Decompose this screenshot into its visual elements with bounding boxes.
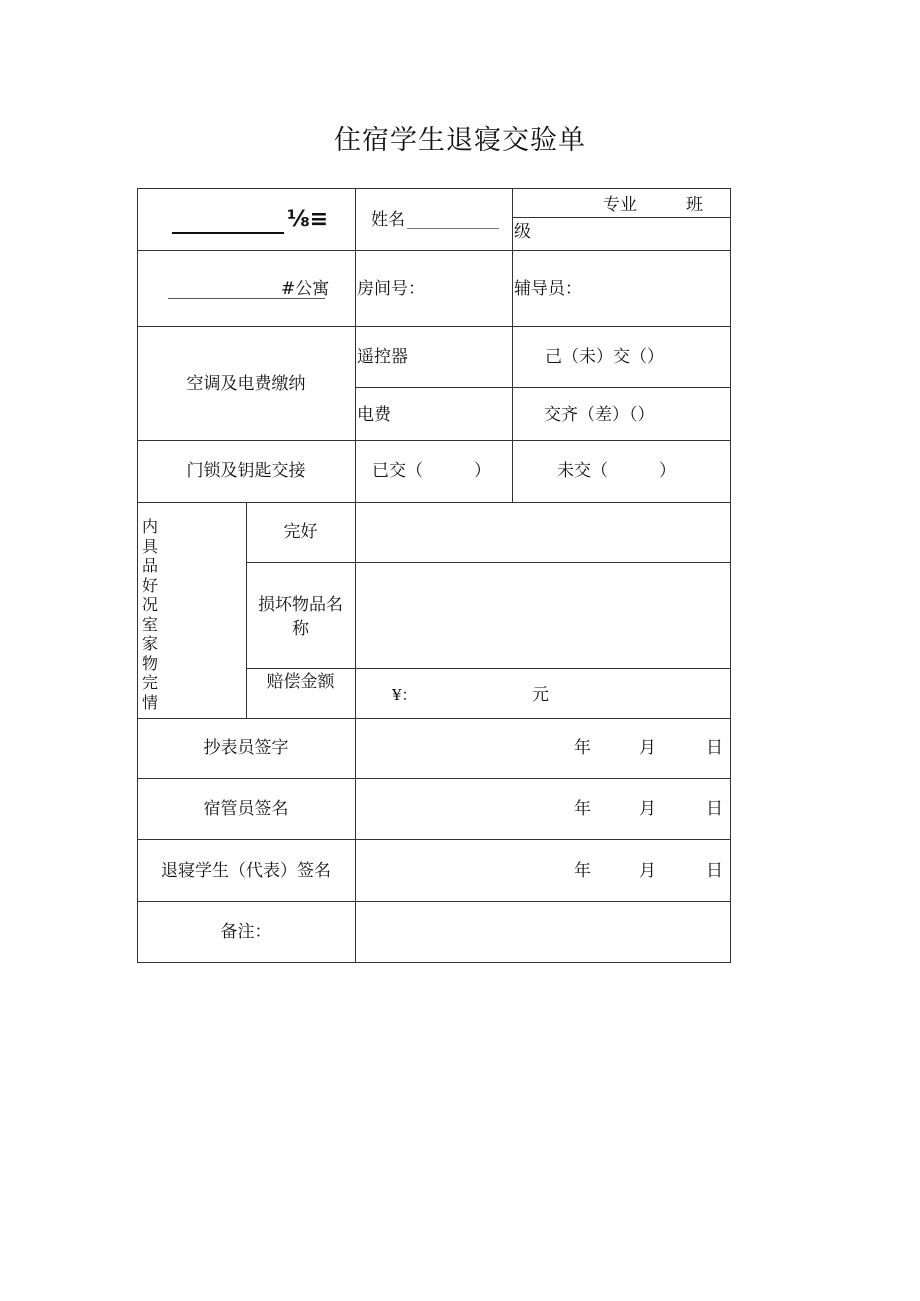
- date-year: 年: [574, 799, 591, 819]
- ac-fee-label: 空调及电费缴纳: [186, 374, 306, 394]
- intact-label: 完好: [283, 522, 318, 542]
- date-day: 日: [706, 799, 723, 819]
- room-number-label: 房间号：: [357, 279, 425, 299]
- damaged-items-label-line1: 损坏物品名: [258, 595, 343, 615]
- counselor-label: 辅导员：: [514, 279, 582, 299]
- code-underline: [172, 232, 284, 234]
- notes-label: 备注：: [220, 922, 272, 942]
- form-code: ⅛≡: [287, 207, 329, 232]
- power-fee-status: 交齐（差）（）: [544, 405, 655, 425]
- compensation-label: 赔偿金额: [266, 672, 335, 692]
- signature-label: 退寝学生（代表）签名: [161, 861, 331, 881]
- remote-label: 遥控器: [357, 347, 408, 367]
- name-label: 姓名: [371, 210, 405, 230]
- currency-unit: 元: [532, 685, 549, 705]
- remote-status: 己（未）交（）: [545, 347, 664, 367]
- class-label-part2: 级: [514, 222, 531, 242]
- name-underline: [407, 228, 499, 229]
- furniture-vertical-label: 内 具 品 好 况 室 家 物 完 情: [141, 517, 158, 712]
- currency-symbol: ¥：: [392, 686, 417, 704]
- date-year: 年: [574, 738, 591, 758]
- keys-label: 门锁及钥匙交接: [186, 461, 306, 481]
- keys-submitted: 已交（ ）: [372, 461, 491, 481]
- major-label: 专业: [603, 195, 637, 215]
- signature-label: 宿管员签名: [203, 799, 289, 819]
- date-day: 日: [706, 738, 723, 758]
- class-label-part1: 班: [686, 195, 703, 215]
- date-month: 月: [639, 738, 656, 758]
- date-month: 月: [639, 799, 656, 819]
- power-fee-label: 电费: [357, 405, 391, 425]
- keys-not-submitted: 未交（ ）: [557, 461, 676, 481]
- signature-label: 抄表员签字: [203, 738, 289, 758]
- date-year: 年: [574, 861, 591, 881]
- apartment-label: #公寓: [281, 279, 330, 299]
- damaged-items-label-line2: 称: [292, 619, 309, 639]
- date-month: 月: [639, 861, 656, 881]
- date-day: 日: [706, 861, 723, 881]
- page-title: 住宿学生退寝交验单: [334, 125, 586, 156]
